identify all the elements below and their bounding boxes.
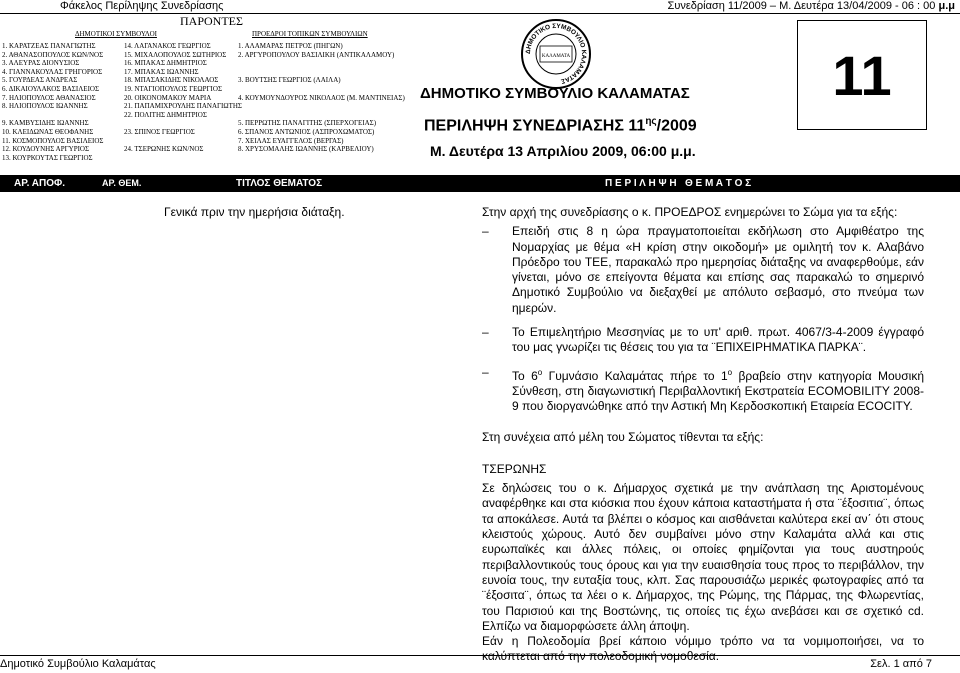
footer-page-info xyxy=(870,658,932,670)
bullet-item-1: – Επειδή στις 8 η ώρα πραγματοποιείται εκδήλωση στο Αμφιθέατρο της Νομαρχίας με θέμα «Η κρίση στην οικοδομή» με ομιλητή τον κ. Αλαβάνο Πρόεδρο του ΤΕΕ, παρακαλώ προ ημερησίας διάταξης να αναφερθούμε, εάν γίνεται, μόνο σε επείγοντα θέματα και επίσης σας παρακαλώ το σημερινό Δημοτικό Συμβούλιο να διεξαχθεί με απόλυτο σεβασμό, στο πνεύμα των ημερών. xyxy=(482,224,924,316)
col-topic-number: ΑΡ. ΘΕΜ. xyxy=(102,178,142,188)
col-topic-title: ΤΙΤΛΟΣ ΘΕΜΑΤΟΣ xyxy=(236,178,323,189)
footer-page-label: Σελ. xyxy=(870,658,894,670)
present-title: ΠΑΡΟΝΤΕΣ xyxy=(180,14,243,28)
seal-ring-text: ΔΗΜΟΤΙΚΟ ΣΥΜΒΟΥΛΙΟ ΚΑΛΑΜΑΤΑΣ xyxy=(524,22,588,85)
col-summary: Π Ε Ρ Ι Λ Η Ψ Η Θ Ε Μ Α Τ Ο Σ xyxy=(605,178,752,189)
council-title: ΔΗΜΟΤΙΚΟ ΣΥΜΒΟΥΛΙΟ ΚΑΛΑΜΑΤΑΣ xyxy=(420,85,690,102)
summary-date: Μ. Δευτέρα 13 Απριλίου 2009, 06:00 μ.μ. xyxy=(430,143,696,159)
continue-paragraph: Στη συνέχεια από μέλη του Σώματος τίθενται τα εξής: xyxy=(482,429,764,444)
speaker-name: ΤΣΕΡΩΝΗΣ xyxy=(482,461,547,476)
local-presidents-heading: ΠΡΟΕΔΡΟΙ ΤΟΠΙΚΩΝ ΣΥΜΒΟΥΛΙΩΝ xyxy=(252,30,368,38)
header-session-time-suffix: μ.μ xyxy=(938,0,955,12)
bullet-item-2: – Το Επιμελητήριο Μεσσηνίας με το υπ' αριθ. πρωτ. 4067/3-4-2009 έγγραφό του μας γνωρίζει τις θέσεις του για τα ¨ΕΠΙΧΕΙΡΗΜΑΤΙΚΑ ΠΑΡΚΑ¨. xyxy=(482,325,924,356)
bullet3-sup-b: ο xyxy=(727,367,733,377)
councillors-heading: ΔΗΜΟΤΙΚΟΙ ΣΥΜΒΟΥΛΟΙ xyxy=(75,30,157,38)
councillors-list-1: 1. ΚΑΡΑΤΖΕΑΣ ΠΑΝΑΓΙΩΤΗΣ 2. ΑΘΑΝΑΣΟΠΟΥΛΟΣ ΚΩΝ/ΝΟΣ 3. ΑΛΕΥΡΑΣ ΔΙΟΝΥΣΙΟΣ 4. ΓΙΑΝΝΑΚΟΥΛΑΣ ΓΡΗΓΟΡΙΟΣ 5. ΓΟΥΡΔΕΑΣ ΑΝΔΡΕΑΣ 6. ΔΙΚΑΙΟΥΛΑΚΟΣ ΒΑΣΙΛΕΙΟΣ 7. ΗΛΙΟΠΟΥΛΟΣ ΑΘΑΝΑΣΙΟΣ 8. ΗΛΙΟΠΟΥΛΟΣ ΙΩΑΝΝΗΣ 9. ΚΑΜΒΥΣΙΔΗΣ ΙΩΑΝΝΗΣ 10. ΚΛΕΙΔΩΝΑΣ ΘΕΟΦΑΝΗΣ 11. ΚΟΣΜΟΠΟΥΛΟΣ ΒΑΣΙΛΕΙΟΣ 12. ΚΟΥΔΟΥΝΗΣ ΑΡΓΥΡΙΟΣ 13. ΚΟΥΡΚΟΥΤΑΣ ΓΕΩΡΓΙΟΣ xyxy=(2,42,104,162)
header-folder-title: Φάκελος Περίληψης Συνεδρίασης xyxy=(60,0,224,12)
intro-paragraph: Στην αρχή της συνεδρίασης ο κ. ΠΡΟΕΔΡΟΣ ενημερώνει το Σώμα για τα εξής: xyxy=(482,205,898,219)
topic-title-note: Γενικά πριν την ημερήσια διάταξη. xyxy=(164,205,345,219)
footer-council-name: Δημοτικό Συμβούλιο Καλαμάτας xyxy=(0,658,156,670)
summary-title-text: ΠΕΡΙΛΗΨΗ ΣΥΝΕΔΡΙΑΣΗΣ 11 xyxy=(424,117,646,135)
session-number-box xyxy=(797,20,927,130)
council-seal-icon xyxy=(520,18,592,90)
page-header xyxy=(0,0,960,14)
session-number: 11 xyxy=(832,43,892,107)
speech-paragraph: Σε δηλώσεις του ο κ. Δήμαρχος σχετικά με την ανάπλαση της Αριστομένους αναφέρθηκε και στα κιόσκια που έχουν κάποια καταστήματα ή στα ¨έξοσιτια¨, όπως τα αποκάλεσε. Αυτά τα βλέπει ο κόσμος και αισθάνεται καλύτερα εκεί αν΄ ότι στους κλειστούς χώρους. Αυτό δεν συμβαίνει μόνο στην Καλαμάτα αλλά και στις ευρωπαϊκές και άλλες πόλεις, οι οποίες φημίζονται για τους αυστηρούς περιβαλλοντικούς τους όρους και για την ευαισθησία τους προς το περιβάλλον, την ευνοία τους, την ευταξία τους, κλπ. Σας παρουσιάζω μερικές φωτογραφίες από τα ¨έξοσιτα¨, όπως τα λέει ο κ. Δήμαρχος, της Ρώμης, της Πάρμας, της Φλωρεντίας, του Παρισιού και της Βοστώνης, τις οποίες τις έχω ανεβάσει και σε σχετικό cd. Ελπίζω να διαμορφώσετε άλλη άποψη. xyxy=(482,481,924,633)
footer-total-pages: 7 xyxy=(925,658,932,670)
bullet3-text-c: βραβείο στην κατηγορία Μουσική Σύνθεση, στη διαγωνιστική Περιβαλλοντική Εκστρατεία ECOMOBILITY 2008-9 που διοργανώθηκε από την Αστική Μη Κερδοσκοπική Εταιρεία ECOCITY. xyxy=(512,368,924,414)
summary-title xyxy=(424,116,697,135)
footer-of-label: από xyxy=(899,658,926,670)
councillors-list-2: 14. ΛΑΓΑΝΑΚΟΣ ΓΕΩΡΓΙΟΣ 15. ΜΙΧΑΛΟΠΟΥΛΟΣ ΣΩΤΗΡΙΟΣ 16. ΜΠΑΚΑΣ ΔΗΜΗΤΡΙΟΣ 17. ΜΠΑΚΑΣ ΙΩΑΝΝΗΣ 18. ΜΠΑΣΑΚΙΔΗΣ ΝΙΚΟΛΑΟΣ 19. ΝΤΑΓΙΟΠΟΥΛΟΣ ΓΕΩΡΓΙΟΣ 20. ΟΙΚΟΝΟΜΑΚΟΥ ΜΑΡΙΑ 21. ΠΑΠΑΜΙΧΡΟΥΛΗΣ ΠΑΝΑΓΙΩΤΗΣ 22. ΠΟΛΙΤΗΣ ΔΗΜΗΤΡΙΟΣ 23. ΣΠΙΝΟΣ ΓΕΩΡΓΙΟΣ 24. ΤΣΕΡΩΝΗΣ ΚΩΝ/ΝΟΣ xyxy=(124,42,242,154)
bullet-item-3 xyxy=(482,365,924,415)
bullet3-text-b: Γυμνάσιο Καλαμάτας πήρε το 1 xyxy=(542,368,728,383)
col-decision-number: ΑΡ. ΑΠΟΦ. xyxy=(14,178,66,189)
bullet3-sup-a: ο xyxy=(537,367,543,377)
speech-paragraph-2: Εάν η Πολεοδομία βρεί κάποιο νόμιμο τρόπο να τα νομιμοποιήσει, να το καλύπτεται από την πολεοδομική νομοθεσία. xyxy=(482,634,924,664)
footer-divider xyxy=(0,655,960,656)
header-session-info xyxy=(668,0,955,12)
header-session-text: Συνεδρίαση 11/2009 – Μ. Δευτέρα 13/04/2009 - 06 : 00 xyxy=(667,0,939,12)
footer-page-number: 1 xyxy=(893,658,900,670)
summary-body xyxy=(482,205,924,665)
summary-title-sup: ης xyxy=(645,116,657,127)
summary-title-year: /2009 xyxy=(656,117,697,135)
seal-center-text: ΚΑΛΑΜΑΤΑ xyxy=(541,54,571,59)
column-headers xyxy=(0,175,960,192)
bullet3-text-a: Το 6 xyxy=(512,368,538,383)
local-presidents-list: 1. ΑΛΑΜΑΡΑΣ ΠΕΤΡΟΣ (ΠΗΓΩΝ) 2. ΑΡΓΥΡΟΠΟΥΛΟΥ ΒΑΣΙΛΙΚΗ (ΑΝΤΙΚΑΛΑΜΟΥ) 3. ΒΟΥΤΣΗΣ ΓΕΩΡΓΙΟΣ (ΛΑΙΛΑ) 4. ΚΟΥΜΟΥΝΔΟΥΡΟΣ ΝΙΚΟΛΑΟΣ (Μ. ΜΑΝΤΙΝΕΙΑΣ) 5. ΠΕΡΡΩΤΗΣ ΠΑΝΑΓΙΤΗΣ (ΣΠΕΡΧΟΓΕΙΑΣ) 6. ΣΠΑΝΟΣ ΑΝΤΩΝΙΟΣ (ΑΣΠΡΟΧΩΜΑΤΟΣ) 7. ΧΕΙΛΑΣ ΕΥΑΓΓΕΛΟΣ (ΒΕΡΓΑΣ) 8. ΧΡΥΣΟΜΑΛΗΣ ΙΩΑΝΝΗΣ (ΚΑΡΒΕΛΙΟΥ) xyxy=(238,42,405,154)
